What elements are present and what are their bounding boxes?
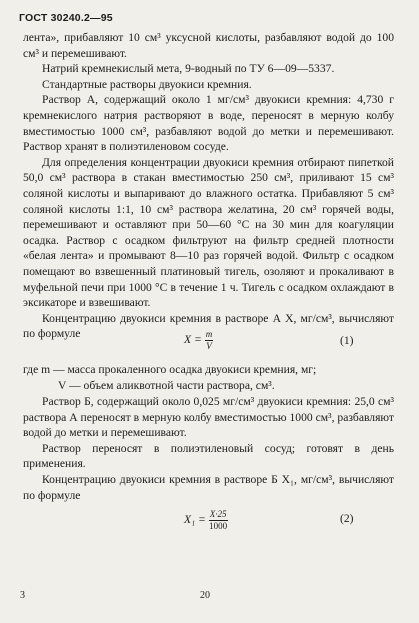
paragraph: Концентрацию двуокиси кремния в растворе Б X₁, мг/см³, вычисляют по формуле [23, 472, 394, 502]
where-block [23, 362, 394, 393]
formula-numerator: m [205, 329, 213, 339]
where-line-2: V — объем аликвотной части раствора, см³. [58, 378, 275, 392]
text-block-1 [23, 30, 394, 342]
paragraph: Раствор Б, содержащий около 0,025 мг/см³ двуокиси кремния: 25,0 см³ раствора А переносят в мерную колбу вместимостью 1000 см³, разбавляют водой до метки и перемешивают. [23, 395, 394, 440]
footer-left-mark: 3 [20, 590, 25, 601]
paragraph: Натрий кремнекислый мета, 9-водный по ТУ 6—09—5337. [42, 62, 335, 76]
document-header: ГОСТ 30240.2—95 [19, 12, 113, 24]
page-number: 20 [200, 590, 210, 601]
formula-lhs: X₁ = [184, 513, 206, 527]
paragraph: Стандартные растворы двуокиси кремния. [42, 77, 252, 91]
equation-number-1: (1) [340, 334, 354, 347]
formula-denominator: V [206, 341, 212, 351]
formula-fraction [205, 330, 214, 351]
formula-denominator: 1000 [209, 521, 228, 531]
formula-2 [184, 510, 228, 531]
paragraph: Концентрацию двуокиси кремния в растворе А X, мг/см³, вычисляют по формуле [23, 311, 394, 341]
where-line-1: где m — масса прокаленного осадка двуокиси кремния, мг; [23, 363, 317, 376]
formula-lhs: X = [184, 333, 202, 347]
text-block-2 [23, 394, 394, 503]
equation-number-2: (2) [340, 512, 354, 525]
formula-fraction [209, 510, 228, 531]
paragraph: лента», прибавляют 10 см³ уксусной кислоты, разбавляют водой до 100 см³ и перемешивают. [23, 31, 394, 60]
paragraph: Раствор А, содержащий около 1 мг/см³ двуокиси кремния: 4,730 г кремнекислого натрия растворяют в воде, переносят в мерную колбу вместимостью 1000 см³, разбавляют водой до метки и перемешивают. Раствор хранят в полиэтиленовом сосуде. [23, 93, 394, 154]
paragraph: Раствор переносят в полиэтиленовый сосуд; готовят в день применения. [23, 441, 394, 471]
formula-1 [184, 330, 213, 351]
formula-numerator: X·25 [209, 509, 227, 519]
paragraph: Для определения концентрации двуокиси кремния отбирают пипеткой 50,0 см³ раствора в стакан вместимостью 250 см³, приливают 15 см³ соляной кислоты и выпаривают до влажного остатка. Прибавляют 5 см³ соляной кислоты 1:1, 10 см³ раствора желатина, 20 см³ горячей воды, перемешивают и оставляют при 50—60 °С на 30 мин для коагуляции осадка. Раствор с осадком фильтруют на фильтр средней плотности «белая лента» и промывают 8—10 раз горячей водой. Фильтр с осадком помещают во взвешенный платиновый тигель, озоляют и прокаливают в муфельной печи при 1000 °С в течение 1 ч. Тигель с осадком охлаждают в эксикаторе и взвешивают. [23, 155, 394, 310]
